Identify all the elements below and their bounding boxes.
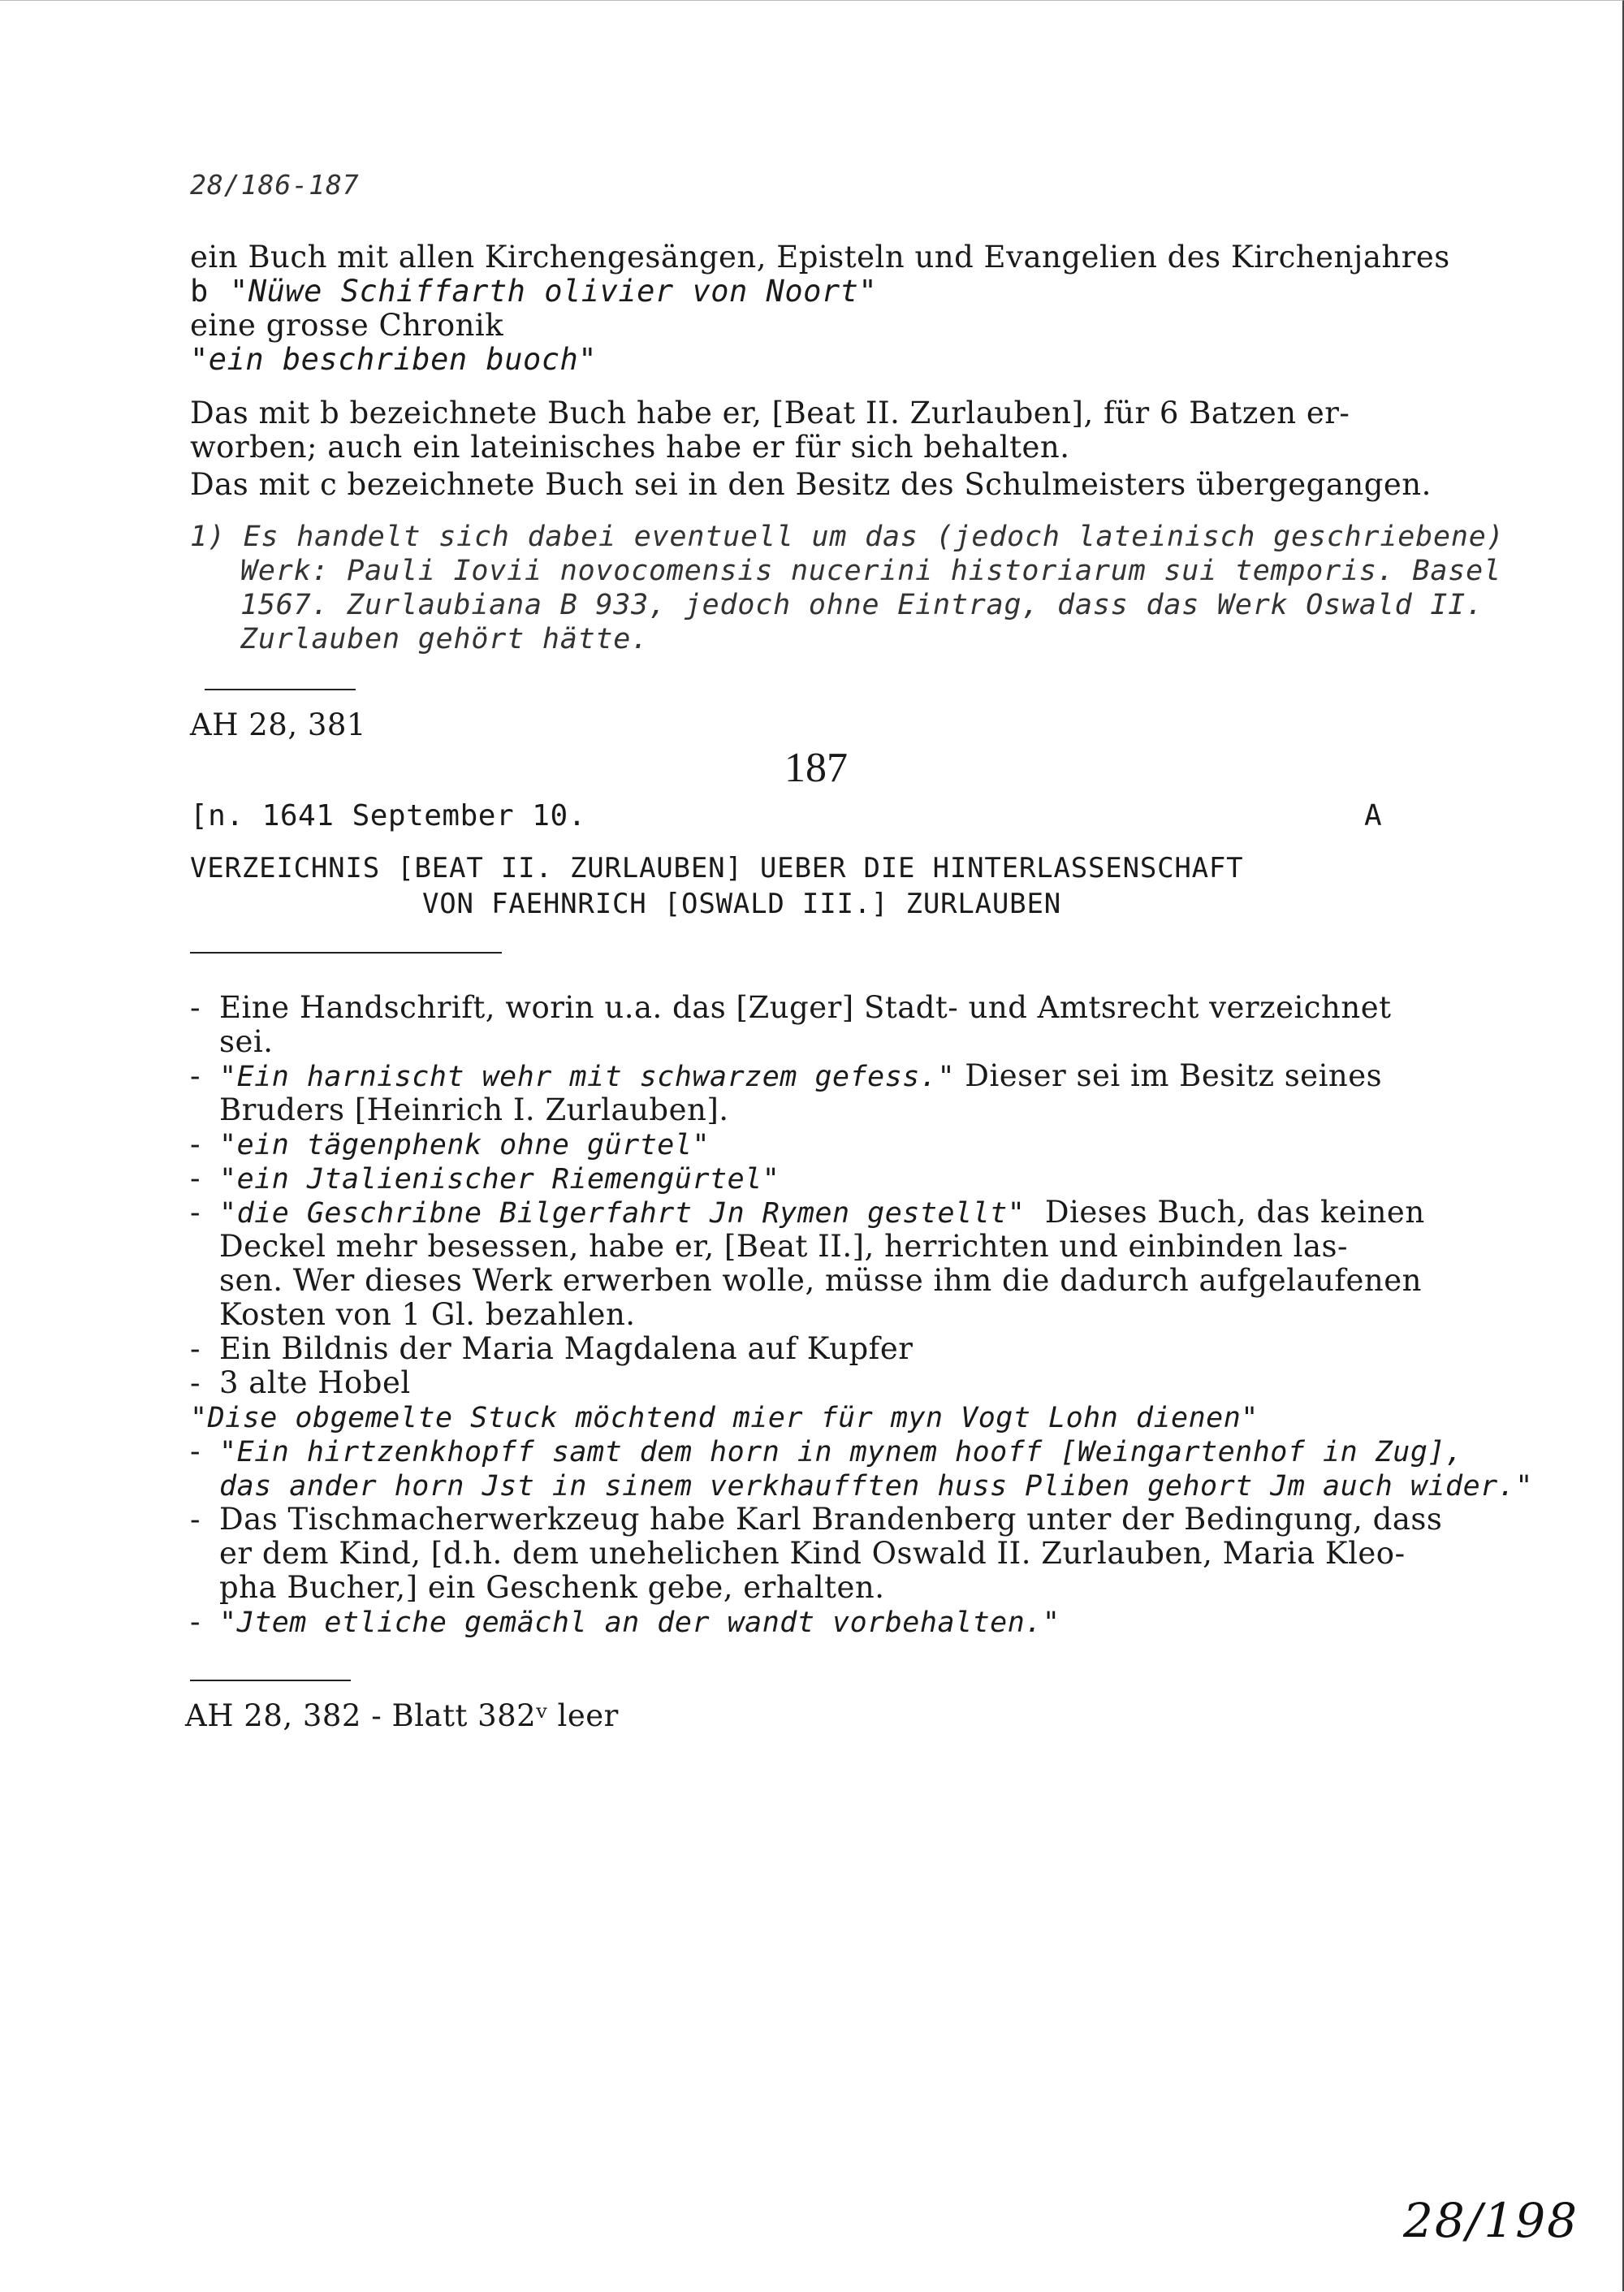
prev-item-line: "ein beschriben buoch"	[190, 342, 598, 377]
quoted-source-text: "ein tägenphenk ohne gürtel"	[219, 1129, 710, 1161]
list-text: Deckel mehr besessen, habe er, [Beat II.], herrichten und einbinden las-	[219, 1229, 1348, 1264]
quoted-source-text: "die Geschribne Bilgerfahrt Jn Rymen gestellt"	[219, 1197, 1026, 1230]
list-item-continuation	[219, 1468, 1533, 1503]
list-dash: -	[190, 1502, 201, 1537]
list-text: 3 alte Hobel	[219, 1365, 411, 1400]
list-text: Das Tischmacherwerkzeug habe Karl Brandenberg unter der Bedingung, dass	[219, 1502, 1443, 1537]
footnote-line: 1567. Zurlaubiana B 933, jedoch ohne Eintrag, dass das Werk Oswald II.	[240, 589, 1484, 621]
list-text: Dieses Buch, das keinen	[1025, 1195, 1425, 1230]
list-item	[190, 1366, 411, 1400]
list-dash: -	[190, 1161, 201, 1196]
list-item-continuation	[219, 1230, 1348, 1264]
list-item	[190, 1605, 1060, 1640]
quoted-source-text: "ein Jtalienischer Riemengürtel"	[219, 1163, 780, 1196]
prev-paragraph-line: Das mit c bezeichnete Buch sei in den Besitz des Schulmeisters übergegangen.	[190, 467, 1432, 502]
header-reference: 28/186-187	[190, 169, 360, 201]
list-dash: -	[190, 1365, 201, 1400]
list-text: Bruders [Heinrich I. Zurlauben].	[219, 1092, 729, 1127]
section-divider	[190, 1680, 351, 1681]
list-dash: -	[190, 1127, 201, 1161]
footnote-line: Zurlauben gehört hätte.	[240, 623, 650, 655]
prev-paragraph-line: worben; auch ein lateinisches habe er für sich behalten.	[190, 430, 1070, 465]
list-item-continuation	[219, 1537, 1406, 1571]
prev-item-b-title: "Nüwe Schiffarth olivier von Noort"	[230, 274, 878, 309]
entry-number: 187	[784, 745, 848, 791]
list-item	[190, 1434, 1463, 1469]
list-item-continuation	[219, 1298, 636, 1332]
list-dash: -	[190, 990, 201, 1025]
list-item	[190, 1332, 913, 1366]
list-item-continuation	[219, 1025, 273, 1059]
list-text: sen. Wer dieses Werk erwerben wolle, müsse ihm die dadurch aufgelaufenen	[219, 1263, 1422, 1298]
prev-item-line: ein Buch mit allen Kirchengesängen, Episteln und Evangelien des Kirchenjahres	[190, 240, 1450, 275]
list-item-continuation	[219, 1571, 884, 1605]
list-dash: -	[190, 1604, 201, 1639]
list-item	[190, 1503, 1442, 1537]
footnote-line: 1) Es handelt sich dabei eventuell um das (jedoch lateinisch geschriebene)	[190, 521, 1505, 553]
list-text: Kosten von 1 Gl. bezahlen.	[219, 1297, 636, 1332]
list-text: pha Bucher,] ein Geschenk gebe, erhalten.	[219, 1570, 885, 1605]
list-item-continuation	[219, 1264, 1422, 1298]
quoted-source-text: "Dise obgemelte Stuck möchtend mier für myn Vogt Lohn dienen"	[190, 1402, 1259, 1434]
list-item-continuation	[219, 1093, 729, 1127]
handwritten-page-reference: 28/198	[1403, 2193, 1579, 2248]
entry-title-line: VERZEICHNIS [BEAT II. ZURLAUBEN] UEBER DIE HINTERLASSENSCHAFT	[190, 852, 1244, 884]
quoted-source-text: "Jtem etliche gemächl an der wandt vorbehalten."	[219, 1607, 1060, 1639]
source-reference: AH 28, 381	[190, 707, 366, 742]
entry-date: [n. 1641 September 10.	[190, 799, 586, 832]
list-item	[190, 1196, 1425, 1230]
item-b-marker: b	[190, 274, 209, 309]
list-item	[190, 1161, 780, 1196]
section-divider	[205, 689, 356, 690]
list-text: Eine Handschrift, worin u.a. das [Zuger] Stadt- und Amtsrecht verzeichnet	[219, 990, 1392, 1025]
quoted-source-text: "Ein harnischt wehr mit schwarzem gefess."	[219, 1061, 956, 1093]
list-text: er dem Kind, [d.h. dem unehelichen Kind Oswald II. Zurlauben, Maria Kleo-	[219, 1536, 1406, 1571]
prev-item-b	[190, 275, 877, 309]
prev-paragraph-line: Das mit b bezeichnete Buch habe er, [Beat II. Zurlauben], für 6 Batzen er-	[190, 396, 1350, 430]
title-divider	[190, 952, 502, 954]
prev-item-line: eine grosse Chronik	[190, 308, 504, 343]
list-dash: -	[190, 1195, 201, 1230]
list-text: Dieser sei im Besitz seines	[955, 1058, 1383, 1093]
list-item	[190, 991, 1391, 1025]
list-text: Ein Bildnis der Maria Magdalena auf Kupfer	[219, 1331, 914, 1366]
source-reference: AH 28, 382 - Blatt 382$^v$ leer	[185, 1698, 619, 1733]
list-dash: -	[190, 1434, 201, 1468]
quoted-source-text: "Ein hirtzenkhopff samt dem horn in mynem hooff [Weingartenhof in Zug],	[219, 1436, 1463, 1468]
list-text: sei.	[219, 1024, 274, 1059]
list-dash: -	[190, 1058, 201, 1093]
list-item	[190, 1400, 1259, 1435]
verso-mark: v	[536, 1700, 548, 1723]
list-dash: -	[190, 1331, 201, 1366]
quoted-source-text: das ander horn Jst in sinem verkhaufften huss Pliben gehort Jm auch wider."	[219, 1470, 1533, 1503]
document-type: A	[1364, 799, 1383, 832]
list-item	[190, 1059, 1382, 1094]
entry-title-line: VON FAEHNRICH [OSWALD III.] ZURLAUBEN	[422, 888, 1061, 920]
footnote-line: Werk: Pauli Iovii novocomensis nucerini historiarum sui temporis. Basel	[240, 555, 1501, 587]
list-item	[190, 1127, 710, 1162]
